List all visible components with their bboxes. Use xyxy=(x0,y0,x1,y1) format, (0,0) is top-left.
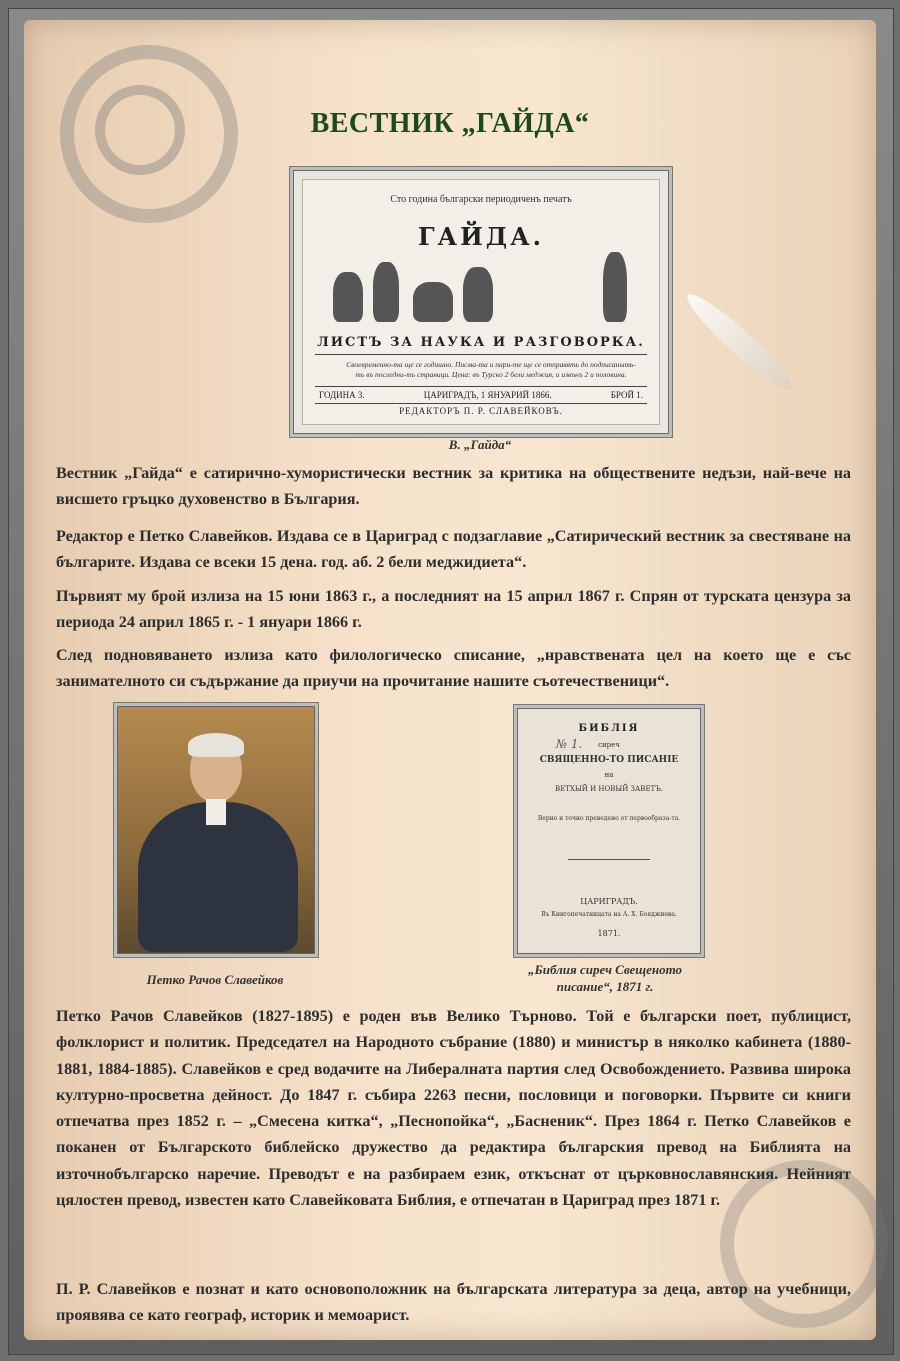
paragraph-top-4: След подновяването излиза като филологическо списание, „нравствената цел на което ще е със занимателното си съдържание да приучи на прочитание нашите съотечественици“. xyxy=(56,646,851,691)
gaida-subtitle: ЛИСТЪ ЗА НАУКА И РАЗГОВОРКА. xyxy=(317,335,645,350)
bible-line4: ВЕТХЫЙ И НОВЫЙ ЗАВЕТЪ. xyxy=(554,785,664,793)
paragraph-top-2: Редактор е Петко Славейков. Издава се в Цариград с подзаглавие „Сатирический вестник за свестяване на българите. Издава се всеки 15 дена. год. аб. 2 бели меджидиета“. xyxy=(56,527,851,572)
bible-caption-line2: писание“, 1871 г. xyxy=(556,979,654,994)
gaida-year: ГОДИНА 3. xyxy=(319,390,365,400)
gaida-rule xyxy=(315,354,647,355)
page-title: ВЕСТНИК „ГАЙДА“ xyxy=(310,108,590,139)
gaida-masthead: ГАЙДА. xyxy=(417,222,545,251)
gaida-illustration xyxy=(333,252,633,332)
paragraph-top-1: Вестник „Гайда“ е сатирично-хумористически вестник за критика на обществените недъзи, най-вече на висшето гръцко духовенство в България. xyxy=(56,464,851,509)
bible-line3: на xyxy=(604,771,614,779)
gaida-small-text: Своевременно-та ще се годишно. Писма-та и пари-те ще се отправять до подписаныть-ть въ последни-ть страници. Цена: въ Турско 2 бели меджия, и извънъ 2 и половина. xyxy=(346,360,636,379)
bible-title: БИБЛІЯ xyxy=(578,723,640,734)
bible-year: 1871. xyxy=(597,929,621,938)
bible-rule xyxy=(568,859,650,860)
gaida-newspaper-image xyxy=(293,170,669,434)
gaida-place-date: ЦАРИГРАДЪ, 1 ЯНУАРИЙ 1866. xyxy=(423,390,552,400)
gaida-caption: В. „Гайда“ xyxy=(448,437,512,452)
gaida-rule xyxy=(315,403,647,404)
slaveykov-portrait xyxy=(117,706,315,954)
bible-line2: СВЯЩЕННО-ТО ПИСАНІЕ xyxy=(539,755,679,765)
gaida-rule xyxy=(315,386,647,387)
paragraph-bottom-1: Петко Рачов Славейков (1827-1895) е роден във Велико Търново. Той е български поет, публицист, фолклорист и политик. Председател на Народното събрание (1880) и министър в няколко кабинета (1880-1881, 1884-1885). Славейков е сред водачите на Либералната партия след Освобождението. Развива широка културно-просветна дейност. До 1847 г. събира 2263 песни, пословици и поговорки. Първите си книги отпечатва през 1852 г. – „Смесена китка“, „Песнопойка“, „Басненик“. През 1864 г. Петко Славейков е поканен от Българското библейско дружество да редактира българския превод на Библията на източнобългарско наречие. Преводът е на разбираем език, откъснат от църковнославянския. Нейният цялостен превод, известен като Славейковата Библия, е отпечатан в Цариград през 1871 г. xyxy=(56,1007,851,1210)
bible-handwritten-number: № 1. xyxy=(555,737,583,751)
bible-line1: сиреч xyxy=(598,741,620,749)
bible-title-page-image xyxy=(517,708,701,954)
gaida-top-line: Сто година български периодиченъ печатъ xyxy=(390,194,572,205)
bible-press: Въ Книгопечатницата на А. Х. Бояджиева. xyxy=(541,911,677,918)
gaida-meta xyxy=(319,390,643,400)
paragraph-top-3: Първият му брой излиза на 15 юни 1863 г., а последният на 15 април 1867 г. Спрян от турската цензура за периода 24 април 1865 г. - 1 януари 1866 г. xyxy=(56,587,851,632)
bible-line5: Верно и точно преведено от первообраза-та. xyxy=(537,815,681,822)
paragraph-bottom-2: П. Р. Славейков е познат и като основоположник на българската литература за деца, автор на учебници, проявява се като географ, историк и мемоарист. xyxy=(56,1280,851,1325)
bible-place: ЦАРИГРАДЪ. xyxy=(580,897,638,906)
bible-caption-line1: „Библия сиреч Свещеното xyxy=(527,962,683,977)
gaida-issue: БРОЙ 1. xyxy=(610,390,643,400)
gaida-editor: РЕДАКТОРЪ П. Р. СЛАВЕЙКОВЪ. xyxy=(399,406,563,416)
portrait-caption: Петко Рачов Славейков xyxy=(146,972,284,987)
